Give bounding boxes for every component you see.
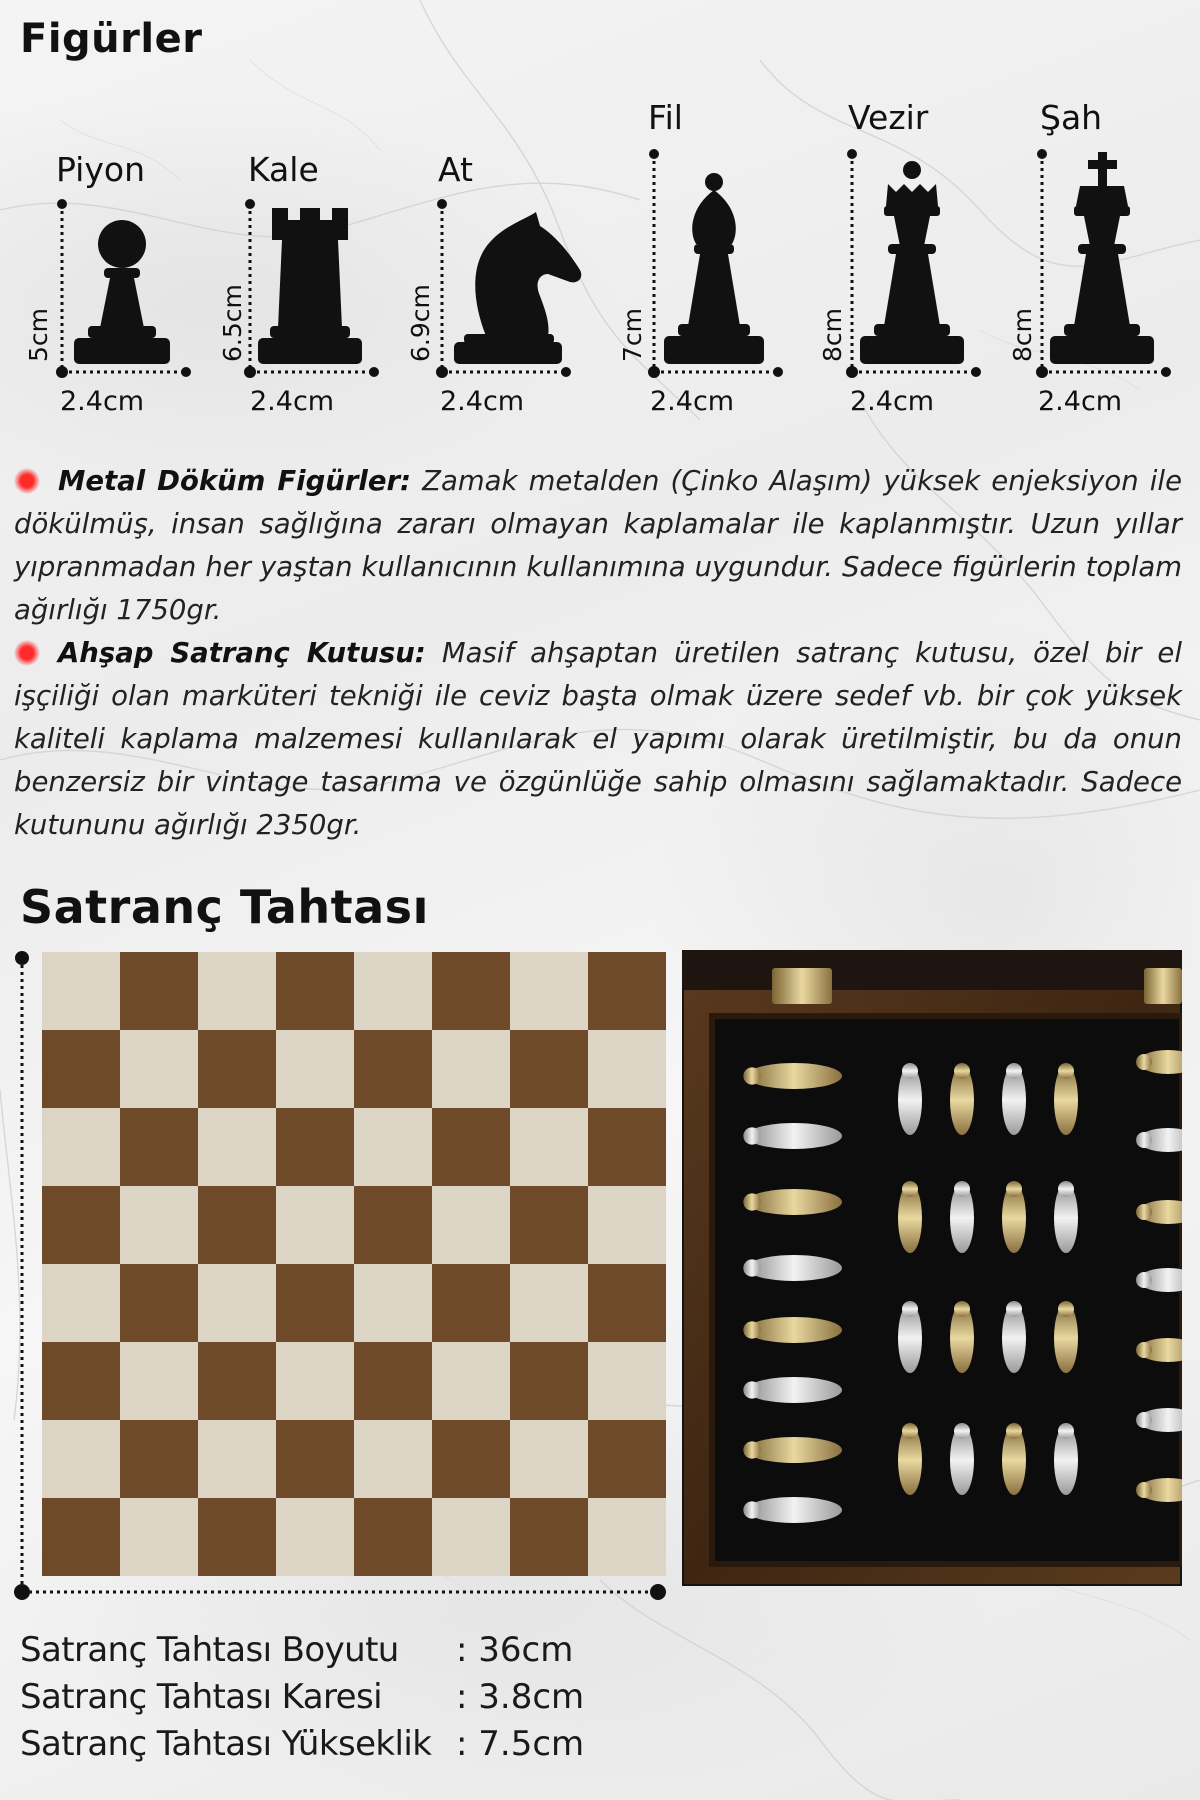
metal-figures-lead: Metal Döküm Figürler: [58, 465, 412, 497]
board-square [432, 1264, 510, 1342]
board-square [120, 1498, 198, 1576]
board-square [354, 1342, 432, 1420]
board-square [588, 1186, 666, 1264]
piece-width-queen: 2.4cm [850, 386, 935, 417]
board-square [510, 1264, 588, 1342]
spec-value: : 7.5cm [456, 1724, 585, 1764]
board-square [510, 952, 588, 1030]
board-square [510, 1342, 588, 1420]
rook-icon [236, 196, 386, 380]
board-square [432, 1108, 510, 1186]
chess-board-diagram [0, 940, 680, 1600]
board-square [276, 1108, 354, 1186]
board-square [42, 1030, 120, 1108]
board-square [276, 1420, 354, 1498]
board-square [198, 1420, 276, 1498]
board-square [198, 1498, 276, 1576]
board-square [510, 1498, 588, 1576]
metal-figures-text: Zamak metalden (Çinko Alaşım) yüksek enjeksiyon ile dökülmüş, insan sağlığına zararı olmayan kaplamalar ile kaplanmıştır. Uzun yıllar yıpranmadan her yaştan kullanıcının kullanımına uygundur. Sadece figürlerin toplam ağırlığı 1750gr. [14, 465, 1182, 626]
board-square [120, 1186, 198, 1264]
board-square [42, 1264, 120, 1342]
spec-label: Satranç Tahtası Karesi [20, 1677, 382, 1717]
piece-width-knight: 2.4cm [440, 386, 525, 417]
figures-title: Figürler [20, 16, 203, 62]
piece-width-pawn: 2.4cm [60, 386, 145, 417]
pawn-icon [48, 196, 198, 380]
board-square [276, 1498, 354, 1576]
board-square [354, 1108, 432, 1186]
board-square [432, 1186, 510, 1264]
board-square [354, 1186, 432, 1264]
piece-name-queen: Vezir [848, 98, 929, 137]
board-square [276, 1030, 354, 1108]
board-square [120, 1342, 198, 1420]
piece-height-queen: 8cm [818, 307, 847, 362]
piece-name-rook: Kale [248, 150, 319, 189]
knight-icon [428, 196, 588, 380]
piece-name-king: Şah [1040, 98, 1103, 137]
board-square [276, 1264, 354, 1342]
bullet-dot [14, 468, 40, 494]
board-square [510, 1186, 588, 1264]
piece-name-bishop: Fil [648, 98, 683, 137]
board-square [198, 1264, 276, 1342]
board-square [120, 1264, 198, 1342]
piece-height-pawn: 5cm [24, 307, 53, 362]
board-square [120, 952, 198, 1030]
chess-board [42, 952, 666, 1576]
board-square [42, 1420, 120, 1498]
board-square [588, 1420, 666, 1498]
piece-name-knight: At [438, 150, 473, 189]
chess-box-photo [682, 950, 1182, 1586]
board-square [120, 1108, 198, 1186]
board-square [588, 1030, 666, 1108]
board-title: Satranç Tahtası [20, 880, 429, 934]
metal-figures-description [14, 460, 1182, 632]
wooden-box-text: Masif ahşaptan üretilen satranç kutusu, özel bir el işçiliği olan marküteri tekniği ile ceviz başta olmak üzere sedef vb. bir çok yüksek kaliteli kaplama malzemesi kullanılarak el yapımı olarak üretilmiştir, bu da onun benzersiz bir vintage tasarıma ve özgünlüğe sahip olmasını sağlamaktadır. Sadece kutununu ağırlığı 2350gr. [14, 637, 1182, 841]
board-square [120, 1420, 198, 1498]
spec-board-size [20, 1630, 573, 1670]
board-square [432, 952, 510, 1030]
board-square [354, 1498, 432, 1576]
piece-height-rook: 6.5cm [218, 284, 247, 362]
bishop-icon [640, 146, 790, 380]
piece-width-bishop: 2.4cm [650, 386, 735, 417]
board-square [354, 1264, 432, 1342]
board-square [276, 1342, 354, 1420]
piece-name-pawn: Piyon [56, 150, 145, 189]
queen-icon [838, 146, 988, 380]
board-square [276, 1186, 354, 1264]
piece-height-king: 8cm [1008, 307, 1037, 362]
wooden-box-description [14, 632, 1182, 847]
piece-height-knight: 6.9cm [406, 284, 435, 362]
board-square [588, 952, 666, 1030]
bullet-dot [14, 640, 40, 666]
board-square [120, 1030, 198, 1108]
board-square [198, 952, 276, 1030]
board-square [510, 1420, 588, 1498]
piece-width-rook: 2.4cm [250, 386, 335, 417]
board-square [354, 1420, 432, 1498]
board-square [510, 1030, 588, 1108]
board-square [354, 952, 432, 1030]
board-square [198, 1108, 276, 1186]
board-square [588, 1498, 666, 1576]
board-square [198, 1186, 276, 1264]
board-square [42, 952, 120, 1030]
spec-square-size [20, 1677, 584, 1717]
board-square [432, 1498, 510, 1576]
board-square [198, 1030, 276, 1108]
king-icon [1028, 146, 1178, 380]
board-square [588, 1264, 666, 1342]
board-square [510, 1108, 588, 1186]
board-square [198, 1342, 276, 1420]
spec-label: Satranç Tahtası Boyutu [20, 1630, 399, 1670]
board-square [432, 1342, 510, 1420]
spec-board-height [20, 1724, 584, 1764]
spec-value: : 36cm [456, 1630, 574, 1670]
piece-width-king: 2.4cm [1038, 386, 1123, 417]
spec-label: Satranç Tahtası Yükseklik [20, 1724, 432, 1764]
board-square [42, 1498, 120, 1576]
board-square [432, 1030, 510, 1108]
board-square [432, 1420, 510, 1498]
board-square [42, 1186, 120, 1264]
board-square [42, 1108, 120, 1186]
board-square [588, 1342, 666, 1420]
board-square [276, 952, 354, 1030]
board-square [588, 1108, 666, 1186]
board-square [354, 1030, 432, 1108]
spec-value: : 3.8cm [456, 1677, 585, 1717]
board-square [42, 1342, 120, 1420]
piece-height-bishop: 7cm [618, 307, 647, 362]
wooden-box-lead: Ahşap Satranç Kutusu: [58, 637, 426, 669]
